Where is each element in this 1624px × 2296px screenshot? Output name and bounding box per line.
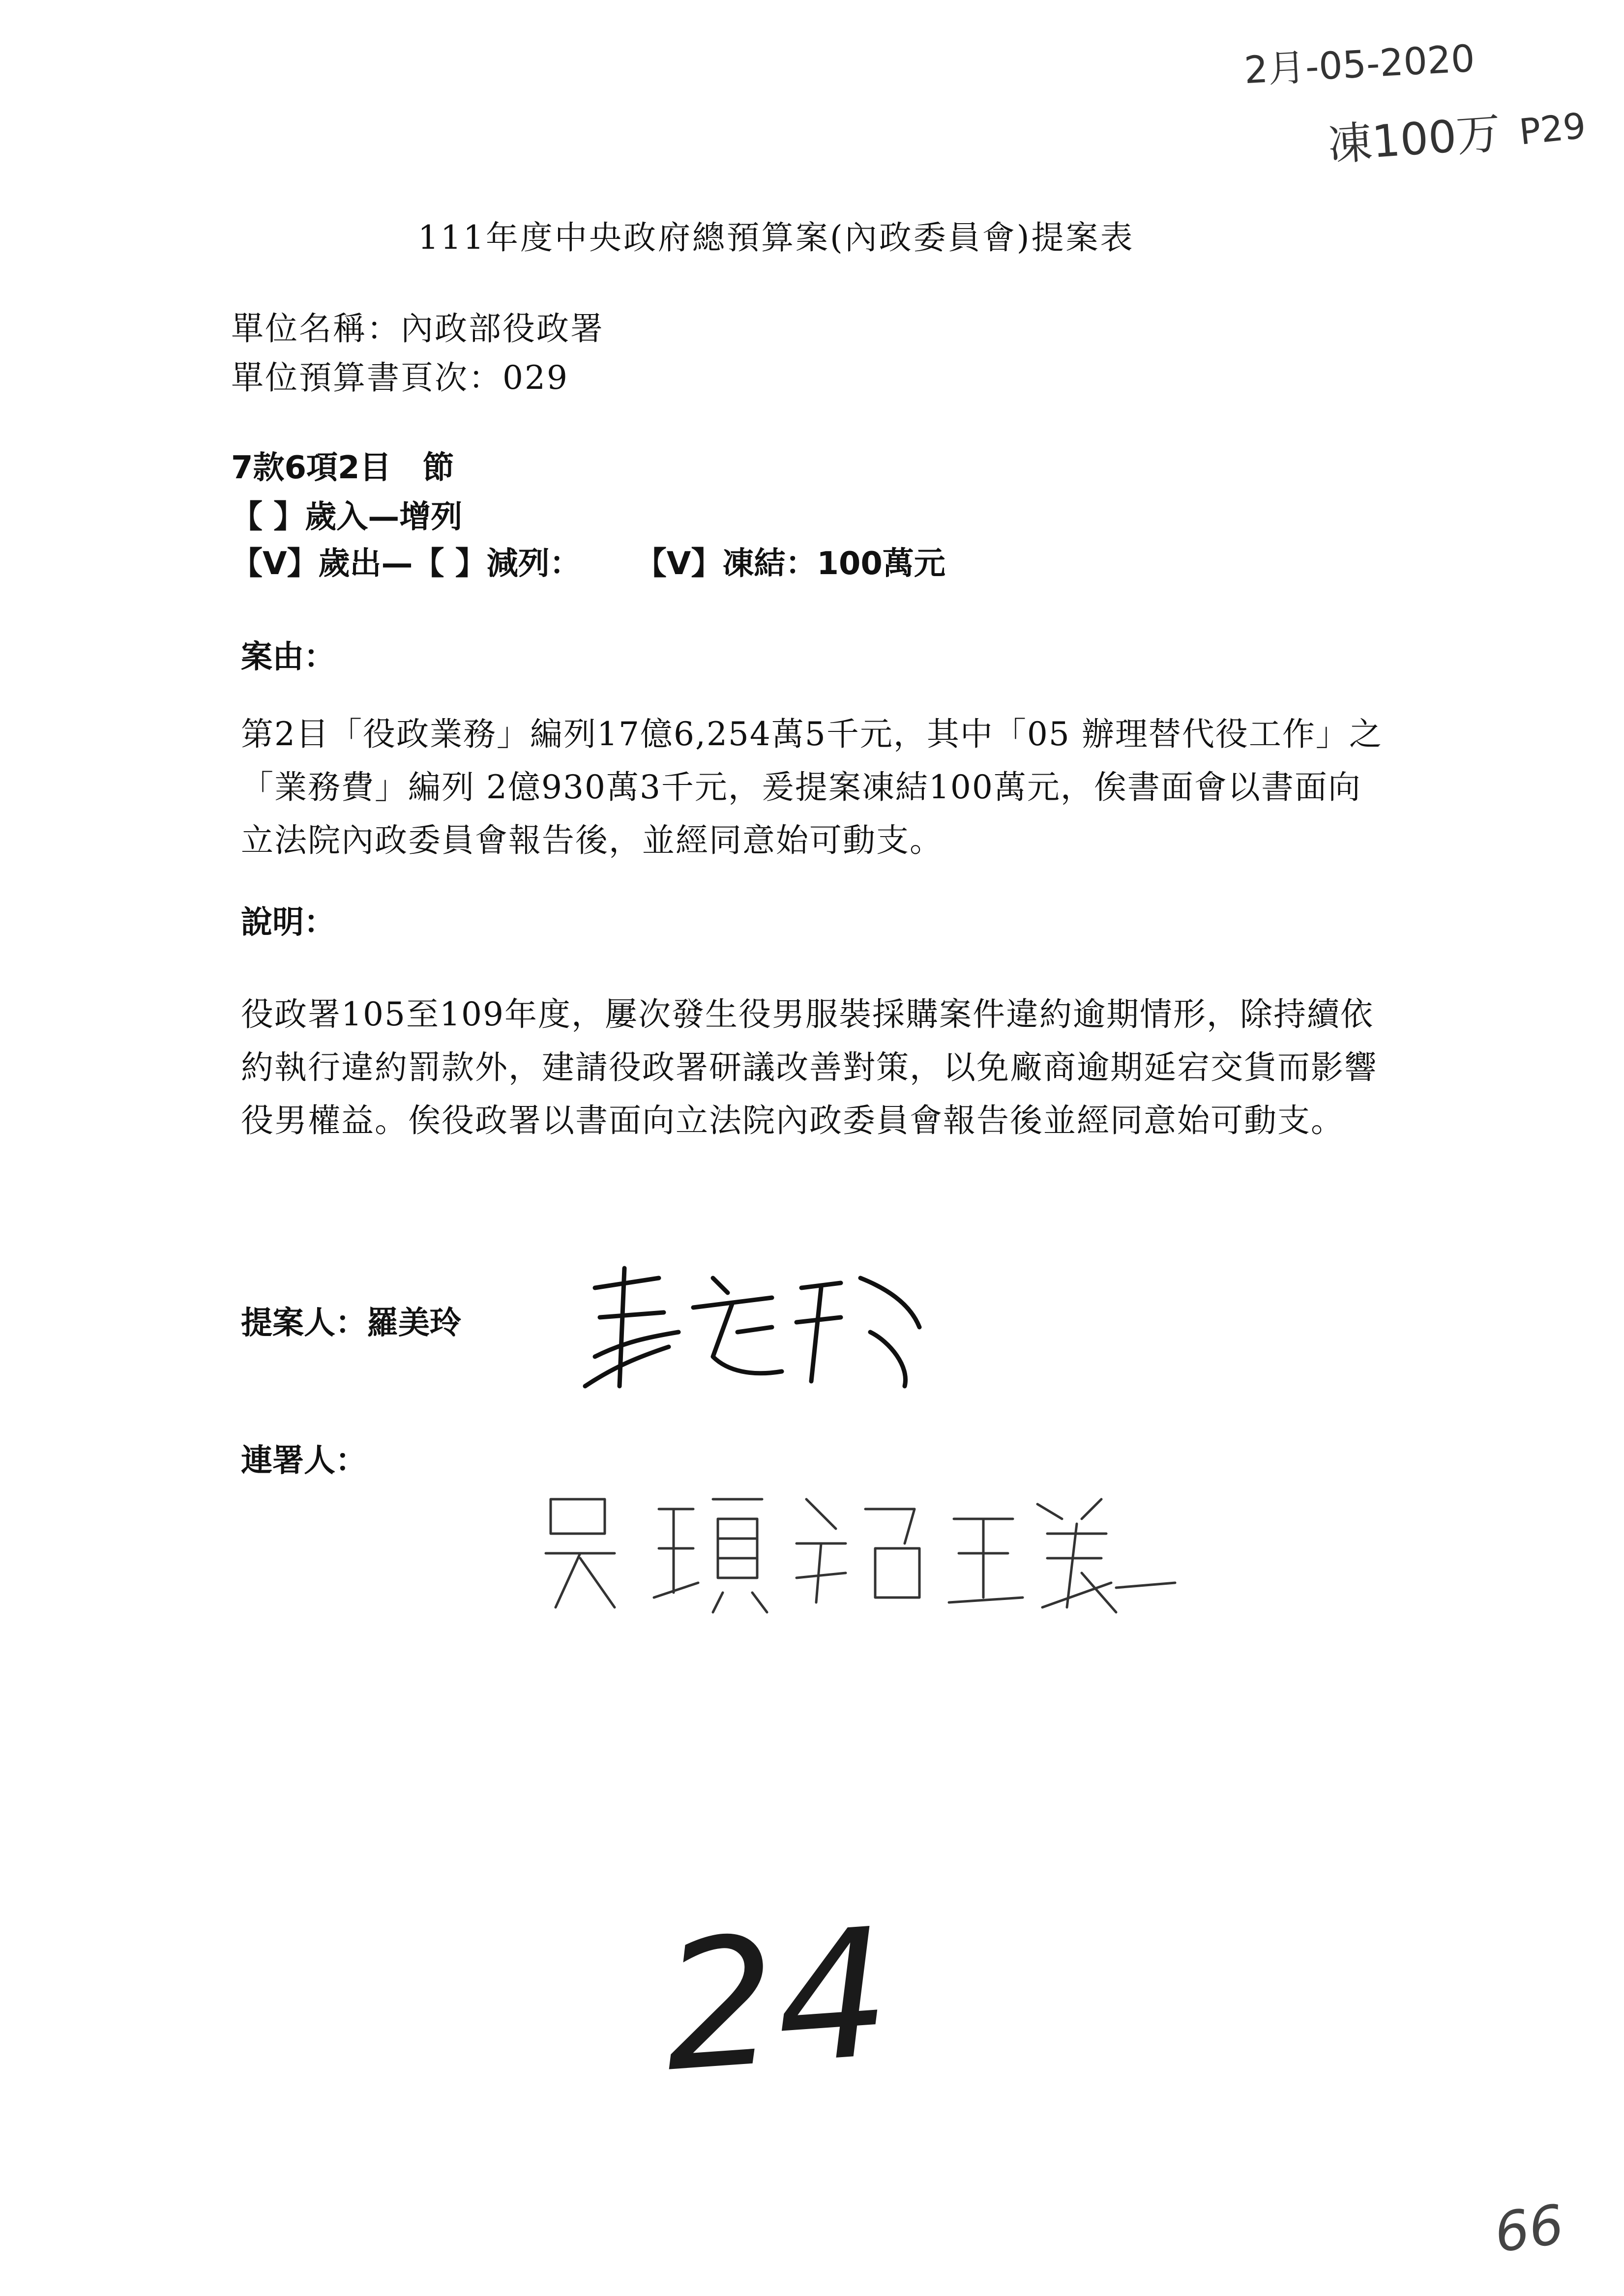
unit-name: 單位名稱：內政部役政署 bbox=[231, 310, 604, 348]
revenue-line: 【 】歲入—增列 bbox=[231, 499, 463, 535]
budget-section: 7款6項2目 節 bbox=[231, 450, 454, 486]
proposer-line: 提案人：羅美玲 bbox=[241, 1305, 461, 1341]
handwritten-proposal-number: 24 bbox=[656, 1889, 896, 2111]
reason-heading: 案由： bbox=[241, 639, 335, 675]
handwritten-date: 2月-05-2020 bbox=[1243, 36, 1476, 92]
handwritten-corner-number: 66 bbox=[1490, 2192, 1568, 2265]
handwritten-freeze-note: 凍100万 bbox=[1326, 107, 1503, 172]
expense-line: 【V】歲出—【 】減列： bbox=[231, 546, 581, 582]
freeze-line: 【V】凍結：100萬元 bbox=[635, 546, 945, 582]
expense-freeze-line bbox=[231, 538, 945, 583]
explanation-heading: 說明： bbox=[241, 904, 335, 941]
cosigner-heading: 連署人： bbox=[241, 1443, 367, 1479]
cosigner-signatures bbox=[531, 1480, 1180, 1622]
proposer-signature bbox=[565, 1258, 959, 1406]
explanation-body: 役政署105至109年度，屢次發生役男服裝採購案件違約逾期情形，除持續依約執行違約罰款外，建請役政署研議改善對策，以免廠商逾期延宕交貨而影響役男權益。俟役政署以書面向立法院內政委員會報告後並經同意始可動支。 bbox=[241, 995, 1378, 1139]
unit-budget-page: 單位預算書頁次：029 bbox=[231, 359, 569, 397]
handwritten-page-note: P29 bbox=[1517, 105, 1588, 153]
reason-body: 第2目「役政業務」編列17億6,254萬5千元，其中「05 辦理替代役工作」之「業務費」編列 2億930萬3千元，爰提案凍結100萬元，俟書面會以書面向立法院內政委員會報告後，並經同意始可動支。 bbox=[241, 715, 1383, 859]
document-title: 111年度中央政府總預算案(內政委員會)提案表 bbox=[418, 219, 1135, 257]
